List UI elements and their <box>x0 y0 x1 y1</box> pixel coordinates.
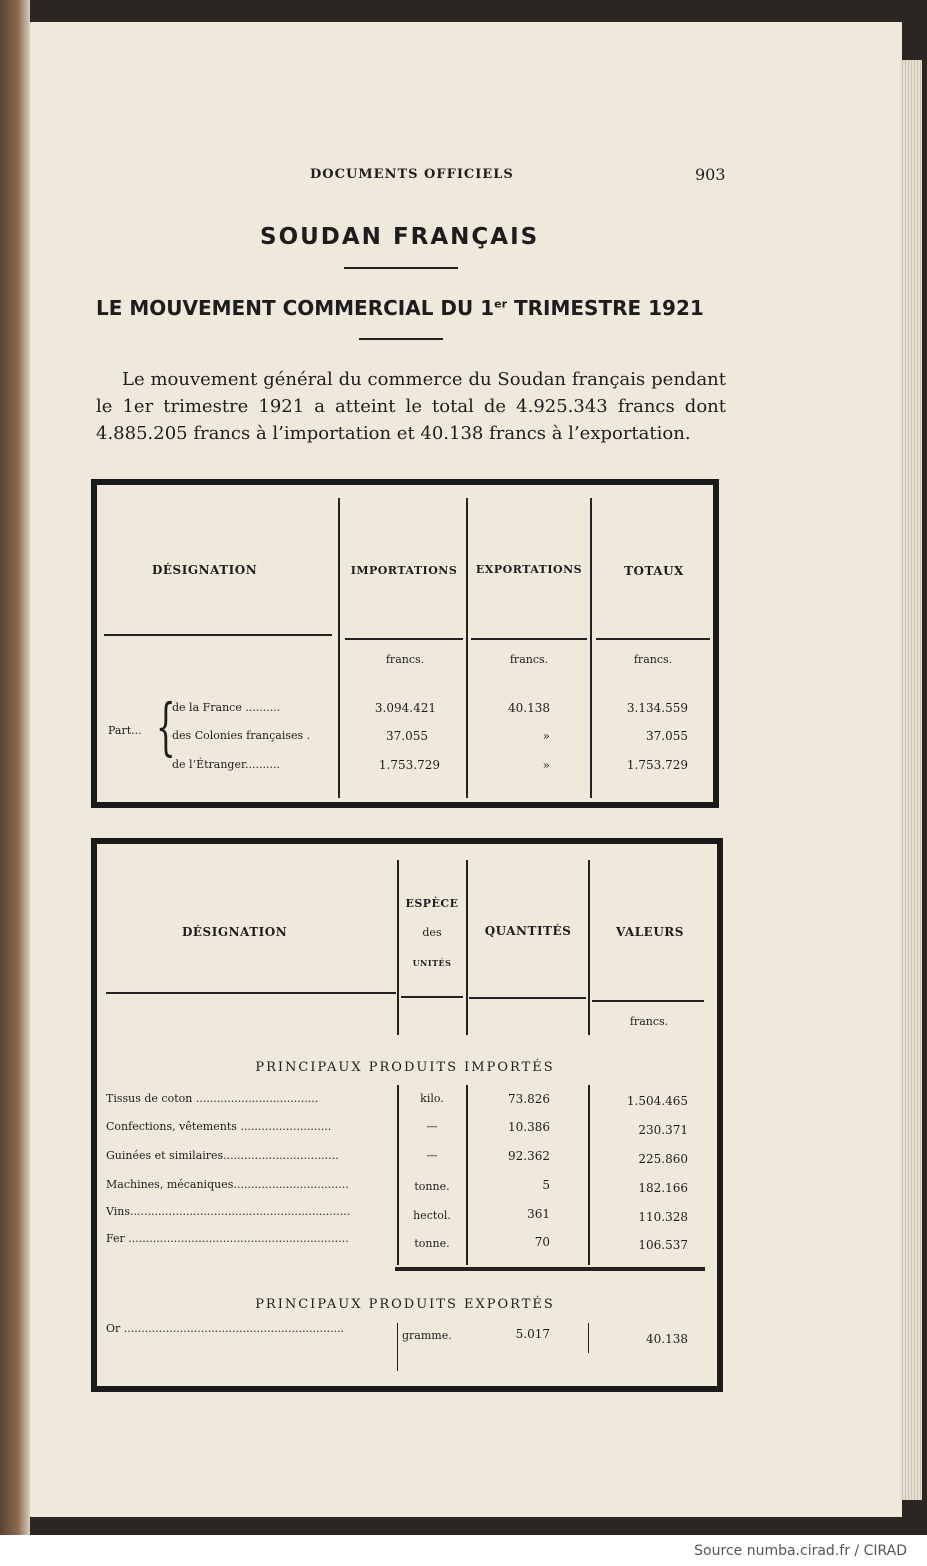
t1-brace: { <box>155 690 176 763</box>
source-footer: Source numba.cirad.fr / CIRAD <box>0 1535 927 1566</box>
t2-header-designation: DÉSIGNATION <box>182 925 288 939</box>
t1-unit-totaux: francs. <box>633 653 673 666</box>
t2-header-valeurs: VALEURS <box>616 925 684 939</box>
title-rule <box>344 267 458 269</box>
subtitle-rule <box>359 338 443 340</box>
t1-header-importations: IMPORTATIONS <box>350 564 458 577</box>
t1-part-label: Part... <box>108 724 142 737</box>
page-number: 903 <box>695 165 726 184</box>
t2-header-des: des <box>422 926 442 939</box>
t2-header-unites: UNITÉS <box>412 958 452 968</box>
page-title: SOUDAN FRANÇAIS <box>260 224 540 250</box>
t2-header-espece: ESPÈCE <box>405 897 459 910</box>
t1-header-exportations: EXPORTATIONS <box>475 563 583 576</box>
running-head: DOCUMENTS OFFICIELS <box>310 167 514 182</box>
page-edge <box>900 60 922 1500</box>
t2-unit-valeurs: francs. <box>629 1015 669 1028</box>
t1-unit-exportations: francs. <box>509 653 549 666</box>
t1-header-totaux: TOTAUX <box>624 564 684 578</box>
intro-paragraph: Le mouvement général du commerce du Soudan français pendant le 1er trimestre 1921 a atteint le total de 4.925.343 francs dont 4.885.205 francs à l’importation et 40.138 francs à l’exportation. <box>96 369 726 444</box>
t1-unit-importations: francs. <box>385 653 425 666</box>
t2-header-quantites: QUANTITÉS <box>484 924 572 938</box>
book-spine <box>0 0 30 1535</box>
imports-section-title: PRINCIPAUX PRODUITS IMPORTÉS <box>255 1060 555 1075</box>
t1-header-designation: DÉSIGNATION <box>152 563 258 577</box>
exports-section-title: PRINCIPAUX PRODUITS EXPORTÉS <box>255 1297 555 1312</box>
subtitle: LE MOUVEMENT COMMERCIAL DU 1er TRIMESTRE 1921 <box>96 296 704 320</box>
